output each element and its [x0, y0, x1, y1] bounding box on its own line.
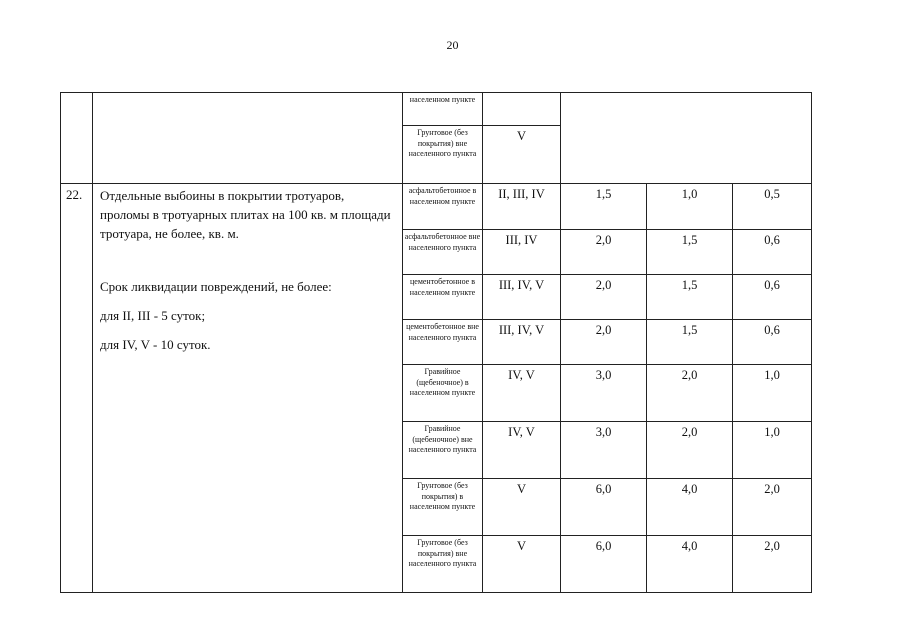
- value-cell: 2,0: [561, 320, 647, 365]
- value-cell: 2,0: [561, 275, 647, 320]
- value-cell: 2,0: [733, 479, 812, 536]
- surface-type-cell: цементобетонное вне населенного пункта: [403, 320, 483, 365]
- value-cell: 3,0: [561, 365, 647, 422]
- item-description-cell: [93, 184, 403, 593]
- value-cell: 6,0: [561, 536, 647, 593]
- value-cell: 1,0: [733, 365, 812, 422]
- value-cell: 0,5: [733, 184, 812, 230]
- surface-type-cell: Гравийное (щебеночное) в населенном пункте: [403, 365, 483, 422]
- continuation-row: [61, 93, 812, 126]
- page-number: 20: [446, 38, 459, 52]
- term-title: Срок ликвидации повреждений, не более:: [100, 279, 332, 294]
- value-cell: 1,5: [561, 184, 647, 230]
- value-cell: 1,5: [647, 230, 733, 275]
- value-cell: 0,6: [733, 320, 812, 365]
- item-number: 22.: [61, 184, 93, 593]
- value-cell: 4,0: [647, 479, 733, 536]
- item-description: Отдельные выбоины в покрытии тротуаров, проломы в тротуарных плитах на 100 кв. м площади тротуара, не более, кв. м.: [100, 188, 391, 241]
- value-cell: 1,5: [647, 320, 733, 365]
- surface-type-cell: цементобетонное в населенном пункте: [403, 275, 483, 320]
- road-category-cell: II, III, IV: [483, 184, 561, 230]
- value-cell: 2,0: [733, 536, 812, 593]
- surface-type-cell: асфальтобетонное в населенном пункте: [403, 184, 483, 230]
- surface-type-cell: Грунтовое (без покрытия) вне населенного пункта: [403, 126, 483, 184]
- value-cell: 2,0: [647, 422, 733, 479]
- road-category-cell: IV, V: [483, 365, 561, 422]
- empty-description-cell: [93, 93, 403, 184]
- road-category-cell: V: [483, 126, 561, 184]
- value-cell: 1,0: [647, 184, 733, 230]
- surface-type-cell: Гравийное (щебеночное) вне населенного пункта: [403, 422, 483, 479]
- value-cell: 3,0: [561, 422, 647, 479]
- term-line: для II, III - 5 суток;: [100, 308, 206, 323]
- value-cell: 2,0: [647, 365, 733, 422]
- road-category-cell: III, IV, V: [483, 320, 561, 365]
- road-category-cell: [483, 93, 561, 126]
- road-category-cell: V: [483, 536, 561, 593]
- value-cell: 2,0: [561, 230, 647, 275]
- standards-table: [60, 92, 812, 593]
- road-category-cell: IV, V: [483, 422, 561, 479]
- value-cell: 1,0: [733, 422, 812, 479]
- value-cell: 6,0: [561, 479, 647, 536]
- surface-type-cell: асфальтобетонное вне населенного пункта: [403, 230, 483, 275]
- empty-values-cell: [561, 93, 812, 184]
- surface-type-cell: населенном пункте: [403, 93, 483, 126]
- road-category-cell: V: [483, 479, 561, 536]
- road-category-cell: III, IV, V: [483, 275, 561, 320]
- value-cell: 1,5: [647, 275, 733, 320]
- term-line: для IV, V - 10 суток.: [100, 337, 211, 352]
- surface-type-cell: Грунтовое (без покрытия) в населенном пункте: [403, 479, 483, 536]
- empty-number-cell: [61, 93, 93, 184]
- value-cell: 0,6: [733, 230, 812, 275]
- value-cell: 4,0: [647, 536, 733, 593]
- value-cell: 0,6: [733, 275, 812, 320]
- surface-type-cell: Грунтовое (без покрытия) вне населенного пункта: [403, 536, 483, 593]
- road-category-cell: III, IV: [483, 230, 561, 275]
- table-row: [61, 184, 812, 230]
